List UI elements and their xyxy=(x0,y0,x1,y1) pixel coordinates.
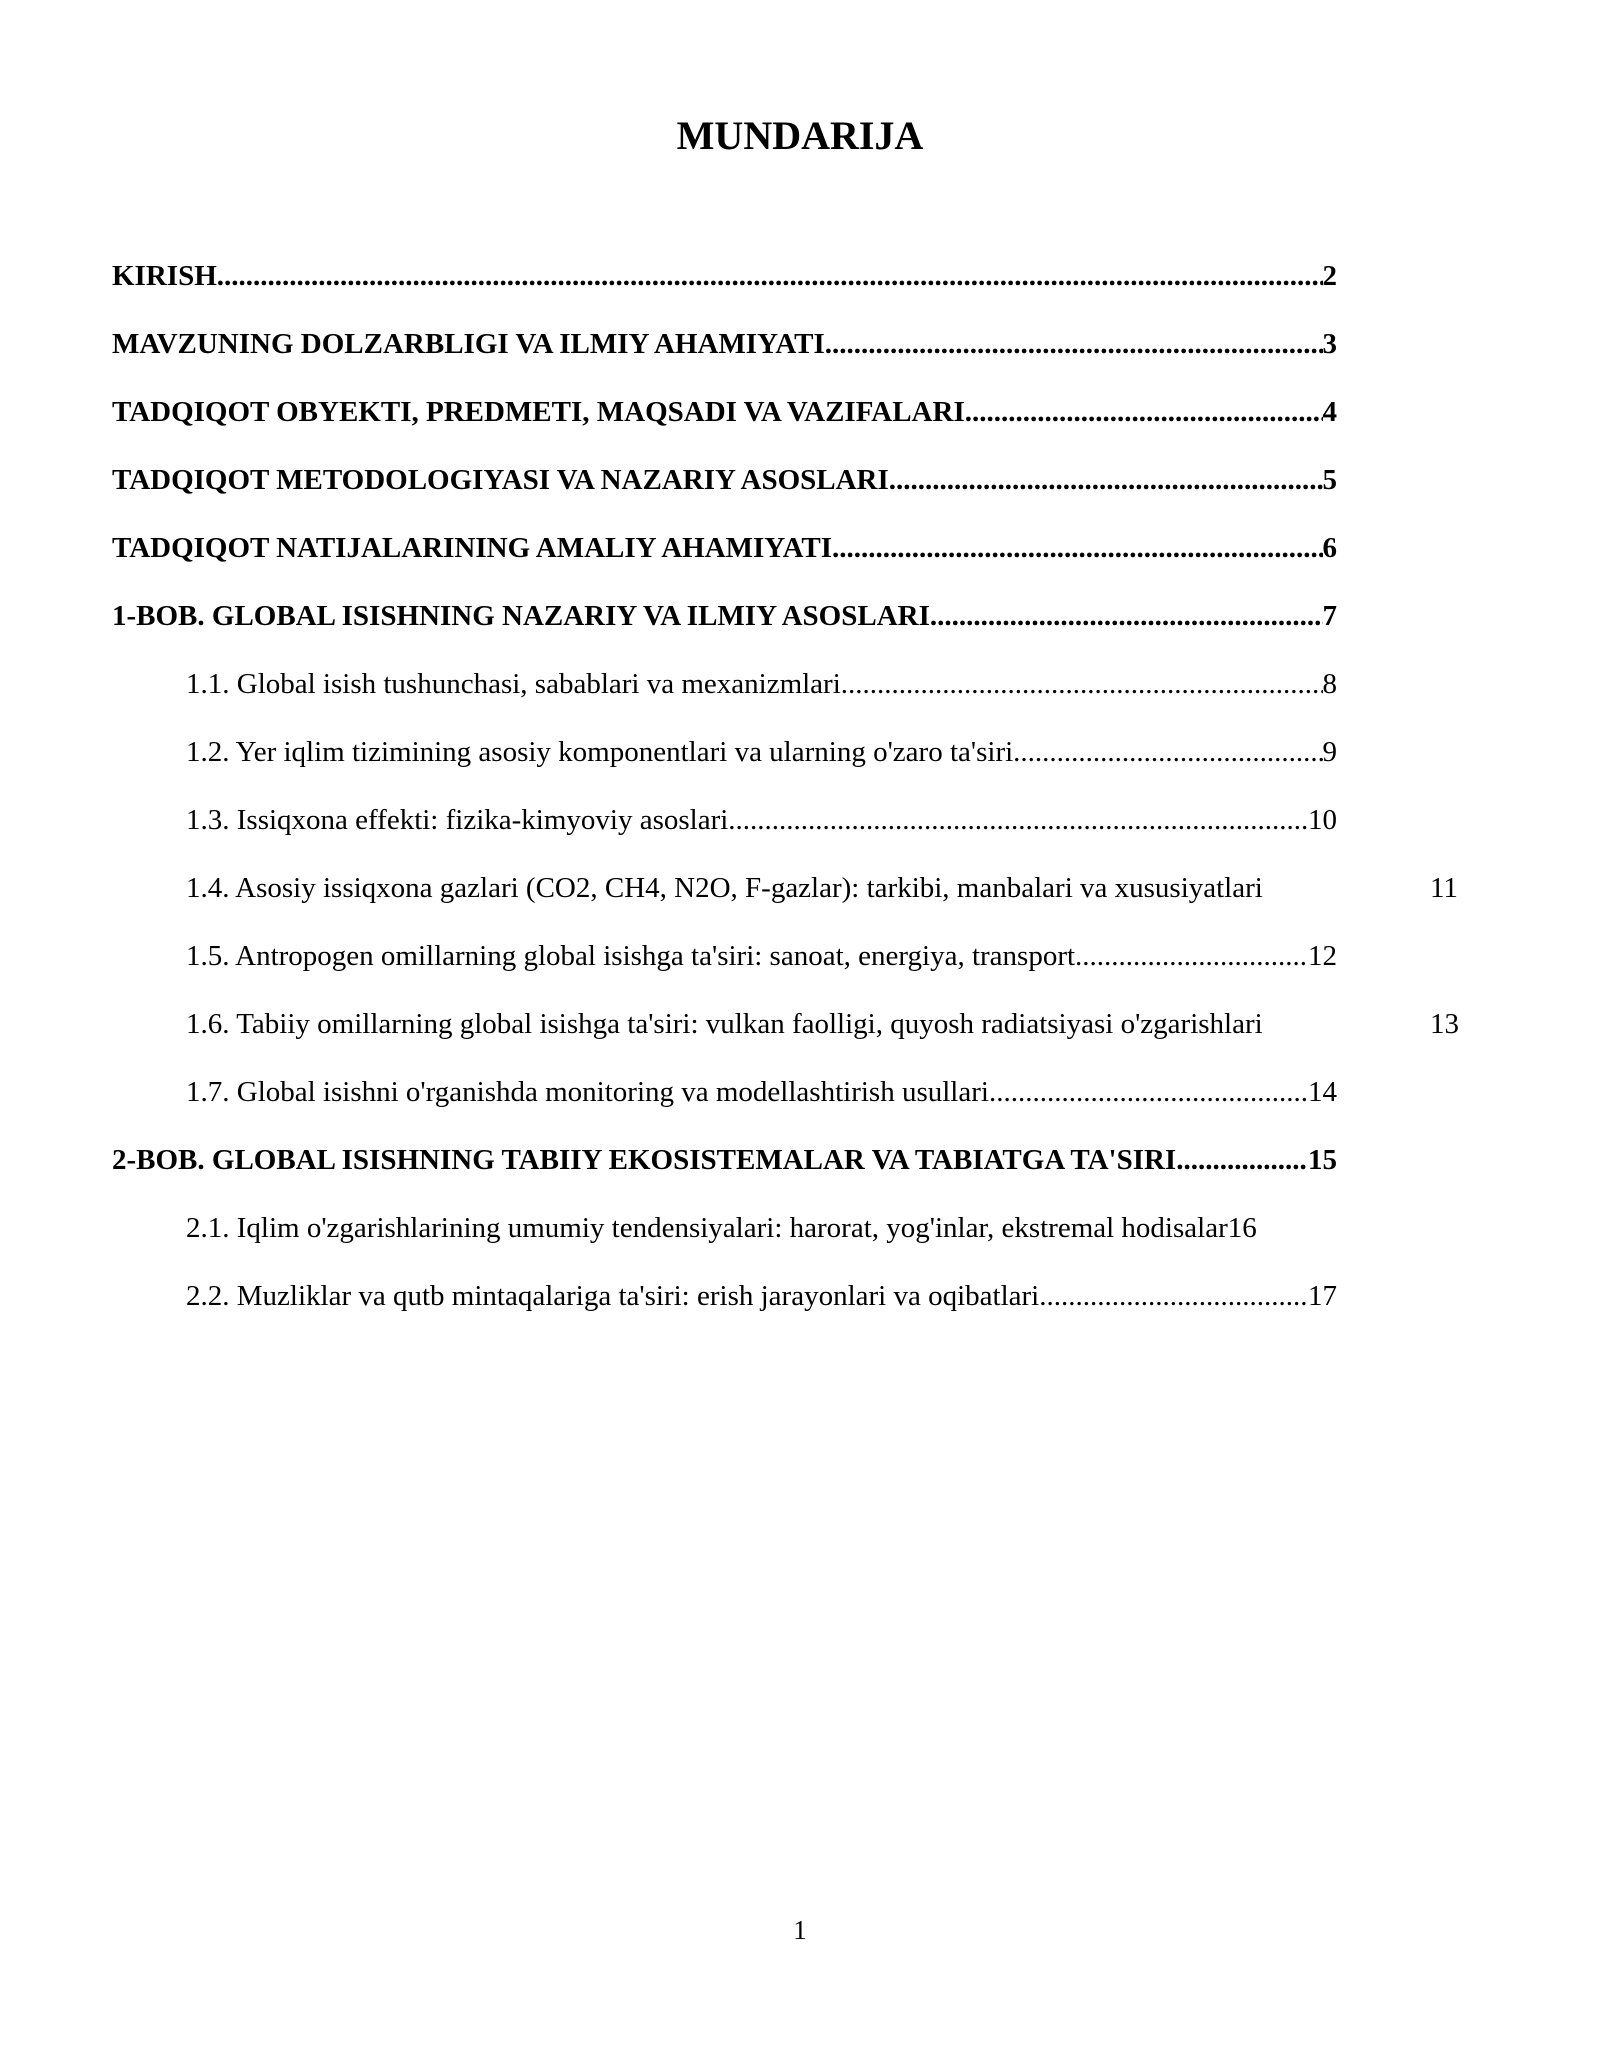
toc-entry-label: 2.1. Iqlim o'zgarishlarining umumiy tendensiyalari: harorat, yog'inlar, ekstremal hodisalar xyxy=(186,1212,1228,1244)
toc-entry-page: 6 xyxy=(1322,532,1337,564)
toc-entry-1-6[interactable] xyxy=(112,990,1512,1058)
toc-entry-label: MAVZUNING DOLZARBLIGI VA ILMIY AHAMIYATI xyxy=(112,328,825,360)
toc-entry-1-2[interactable] xyxy=(112,718,1512,786)
dot-leader xyxy=(728,786,1308,854)
toc-entry-label: TADQIQOT METODOLOGIYASI VA NAZARIY ASOSLARI xyxy=(112,464,889,496)
dot-leader xyxy=(1176,1126,1308,1194)
dot-leader xyxy=(989,1058,1308,1126)
toc-entry-metodologiyasi[interactable] xyxy=(112,446,1512,514)
table-of-contents xyxy=(112,242,1512,1330)
toc-entry-page: 5 xyxy=(1322,464,1337,496)
dot-leader xyxy=(832,514,1322,582)
toc-entry-page: 7 xyxy=(1322,600,1337,632)
toc-entry-kirish[interactable] xyxy=(112,242,1512,310)
dot-leader xyxy=(217,242,1323,310)
toc-entry-1-7[interactable] xyxy=(112,1058,1512,1126)
toc-entry-amaliy-ahamiyati[interactable] xyxy=(112,514,1512,582)
toc-entry-chapter-2[interactable] xyxy=(112,1126,1512,1194)
toc-entry-dolzarbligi[interactable] xyxy=(112,310,1512,378)
toc-entry-page: 4 xyxy=(1322,396,1337,428)
dot-leader xyxy=(825,310,1323,378)
toc-entry-label: 1.6. Tabiiy omillarning global isishga ta'siri: vulkan faolligi, quyosh radiatsiyasi o'zgarishlari xyxy=(186,1008,1263,1040)
toc-entry-page: 3 xyxy=(1322,328,1337,360)
toc-entry-page: 14 xyxy=(1308,1076,1337,1108)
toc-entry-obyekti[interactable] xyxy=(112,378,1512,446)
toc-entry-page: 13 xyxy=(1430,1008,1459,1040)
toc-entry-page: 9 xyxy=(1322,736,1337,768)
dot-leader xyxy=(1075,922,1308,990)
dot-leader xyxy=(1013,718,1322,786)
toc-entry-label: 2-BOB. GLOBAL ISISHNING TABIIY EKOSISTEMALAR VA TABIATGA TA'SIRI xyxy=(112,1144,1177,1176)
toc-entry-1-5[interactable] xyxy=(112,922,1512,990)
page-number: 1 xyxy=(793,1915,807,1945)
toc-entry-label: KIRISH xyxy=(112,260,217,292)
toc-entry-2-1[interactable] xyxy=(112,1194,1512,1262)
toc-entry-chapter-1[interactable] xyxy=(112,582,1512,650)
dot-leader xyxy=(930,582,1323,650)
dot-leader xyxy=(889,446,1323,514)
toc-entry-2-2[interactable] xyxy=(112,1262,1512,1330)
dot-leader xyxy=(841,650,1323,718)
toc-entry-1-3[interactable] xyxy=(112,786,1512,854)
page-title: MUNDARIJA xyxy=(676,113,924,158)
toc-entry-page: 10 xyxy=(1308,804,1337,836)
toc-entry-page: 12 xyxy=(1308,940,1337,972)
dot-leader xyxy=(965,378,1323,446)
toc-entry-label: 1.5. Antropogen omillarning global isishga ta'siri: sanoat, energiya, transport xyxy=(186,940,1076,972)
toc-entry-label: TADQIQOT NATIJALARINING AMALIY AHAMIYATI xyxy=(112,532,833,564)
toc-entry-label: 1.7. Global isishni o'rganishda monitoring va modellashtirish usullari xyxy=(186,1076,989,1108)
toc-entry-label: 1.4. Asosiy issiqxona gazlari (CO2, CH4, N2O, F-gazlar): tarkibi, manbalari va xususiyatlari xyxy=(186,872,1263,904)
toc-entry-label: 1-BOB. GLOBAL ISISHNING NAZARIY VA ILMIY ASOSLARI xyxy=(112,600,930,632)
toc-entry-label: 2.2. Muzliklar va qutb mintaqalariga ta'siri: erish jarayonlari va oqibatlari xyxy=(186,1280,1040,1312)
toc-entry-1-4[interactable] xyxy=(112,854,1512,922)
toc-entry-label: 1.2. Yer iqlim tizimining asosiy komponentlari va ularning o'zaro ta'siri xyxy=(186,736,1014,768)
dot-leader xyxy=(1039,1262,1308,1330)
toc-entry-page: 8 xyxy=(1322,668,1337,700)
toc-entry-label: 1.1. Global isish tushunchasi, sabablari va mexanizmlari xyxy=(186,668,841,700)
toc-entry-1-1[interactable] xyxy=(112,650,1512,718)
toc-entry-label: 1.3. Issiqxona effekti: fizika-kimyoviy asoslari xyxy=(186,804,729,836)
toc-entry-page: 15 xyxy=(1308,1144,1337,1176)
toc-entry-page: 17 xyxy=(1308,1280,1337,1312)
toc-entry-page: 16 xyxy=(1227,1212,1257,1244)
toc-entry-page: 2 xyxy=(1322,260,1337,292)
toc-entry-label: TADQIQOT OBYEKTI, PREDMETI, MAQSADI VA VAZIFALARI xyxy=(112,396,965,428)
toc-entry-page: 11 xyxy=(1430,872,1458,904)
